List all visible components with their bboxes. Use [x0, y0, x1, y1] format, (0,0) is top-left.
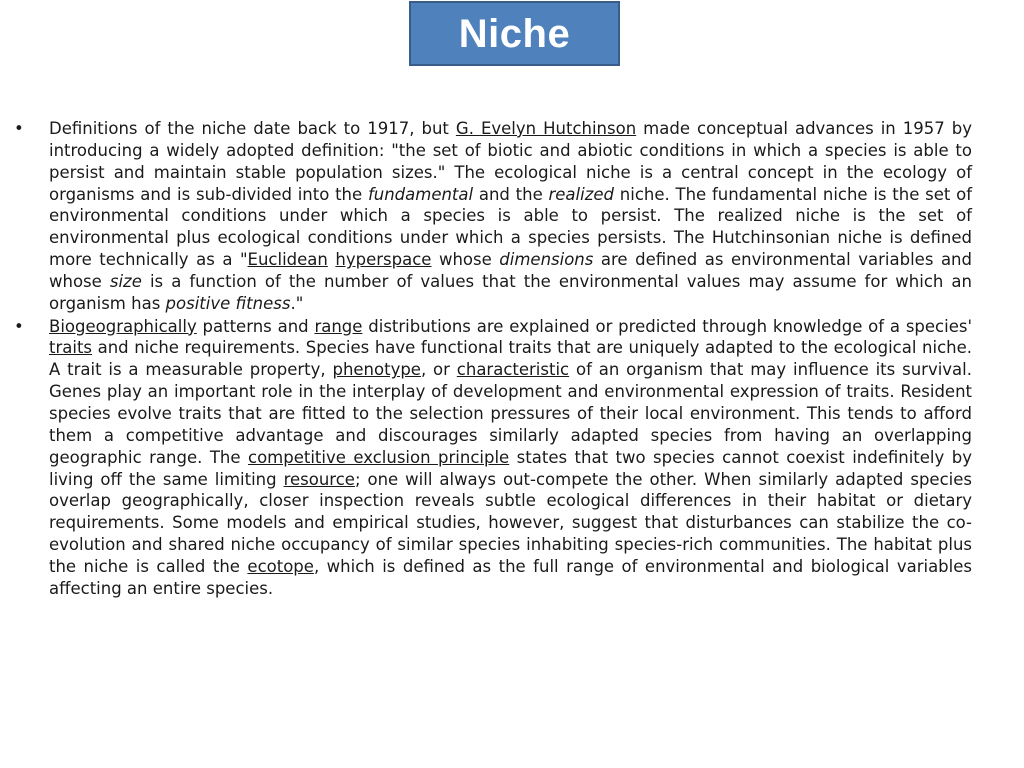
link-competitive-exclusion-principle[interactable]: competitive exclusion principle	[248, 447, 510, 467]
italic-term-fundamental: fundamental	[367, 184, 474, 204]
link-traits[interactable]: traits	[49, 338, 93, 358]
text-run: distributions are explained or predicted through knowledge of a species'	[362, 316, 972, 336]
text-run: are defined as environmental variables and whose	[49, 250, 972, 291]
link-euclidean[interactable]: Euclidean	[247, 250, 328, 270]
text-run: is a function of the number of values that the environmental values may assume for which an organism has	[49, 271, 972, 313]
link-characteristic[interactable]: characteristic	[456, 360, 570, 380]
text-run: , which is defined as the full range of environmental and biological variables affecting an entire species.	[49, 556, 972, 598]
bullet-item-definitions	[14, 118, 972, 315]
italic-term-size: size	[109, 271, 142, 291]
text-run: patterns and	[196, 316, 315, 336]
link-ecotope[interactable]: ecotope	[247, 556, 314, 576]
bullet-item-biogeography	[14, 316, 972, 600]
text-run: ; one will always out-compete the other. When similarly adapted species overlap geographically, closer inspection reveals subtle ecological differences in their habitat or dietary requirements. Some models and empirical studies, however, suggest that disturbances can stabilize the co-evolution and shared niche occupancy of similar species inhabiting species-rich communities. The habitat plus the niche is called the	[49, 469, 972, 576]
bullet-icon: •	[14, 119, 24, 138]
text-run: made conceptual advances in 1957 by introducing a widely adopted definition: "the set of biotic and abiotic conditions in which a species is able to persist and maintain stable population sizes." The ecological niche is a central concept in the ecology of organisms and is sub-divided into the	[49, 119, 972, 204]
text-run: , or	[420, 360, 457, 380]
text-run: of an organism that may influence its survival. Genes play an important role in the interplay of development and environmental expression of traits. Resident species evolve traits that are fitted to the selection pressures of their local environment. This tends to afford them a competitive advantage and discourages similarly adapted species from having an overlapping geographic range. The	[49, 360, 972, 467]
link-resource[interactable]: resource	[283, 469, 355, 489]
text-run: and the	[473, 184, 549, 204]
link-biogeographically[interactable]: Biogeographically	[49, 316, 197, 336]
text-run: ."	[290, 293, 304, 313]
bullet-text	[49, 316, 972, 600]
bullet-icon: •	[14, 316, 24, 336]
text-run: and niche requirements. Species have functional traits that are uniquely adapted to the ecological niche. A trait is a measurable property,	[49, 338, 972, 380]
text-run: states that two species cannot coexist indefinitely by living off the same limiting	[49, 447, 972, 489]
text-run: niche. The fundamental niche is the set of environmental conditions under which a species is able to persist. The realized niche is the set of environmental plus ecological conditions under which a species persists. The Hutchinsonian niche is defined more technically as a "	[49, 184, 972, 270]
text-run: whose	[431, 250, 500, 270]
link-hyperspace[interactable]: hyperspace	[335, 250, 432, 270]
slide-title: Niche	[409, 1, 620, 66]
slide-body	[14, 118, 972, 600]
italic-term-realized: realized	[548, 184, 615, 204]
bullet-text	[49, 118, 972, 315]
italic-term-positive-fitness: positive fitness	[165, 293, 291, 313]
link-range[interactable]: range	[314, 316, 363, 336]
link-phenotype[interactable]: phenotype	[332, 360, 421, 380]
italic-term-dimensions: dimensions	[499, 250, 594, 270]
link-g-evelyn-hutchinson[interactable]: G. Evelyn Hutchinson	[455, 119, 637, 138]
text-run: Definitions of the niche date back to 1917, but	[49, 119, 456, 138]
